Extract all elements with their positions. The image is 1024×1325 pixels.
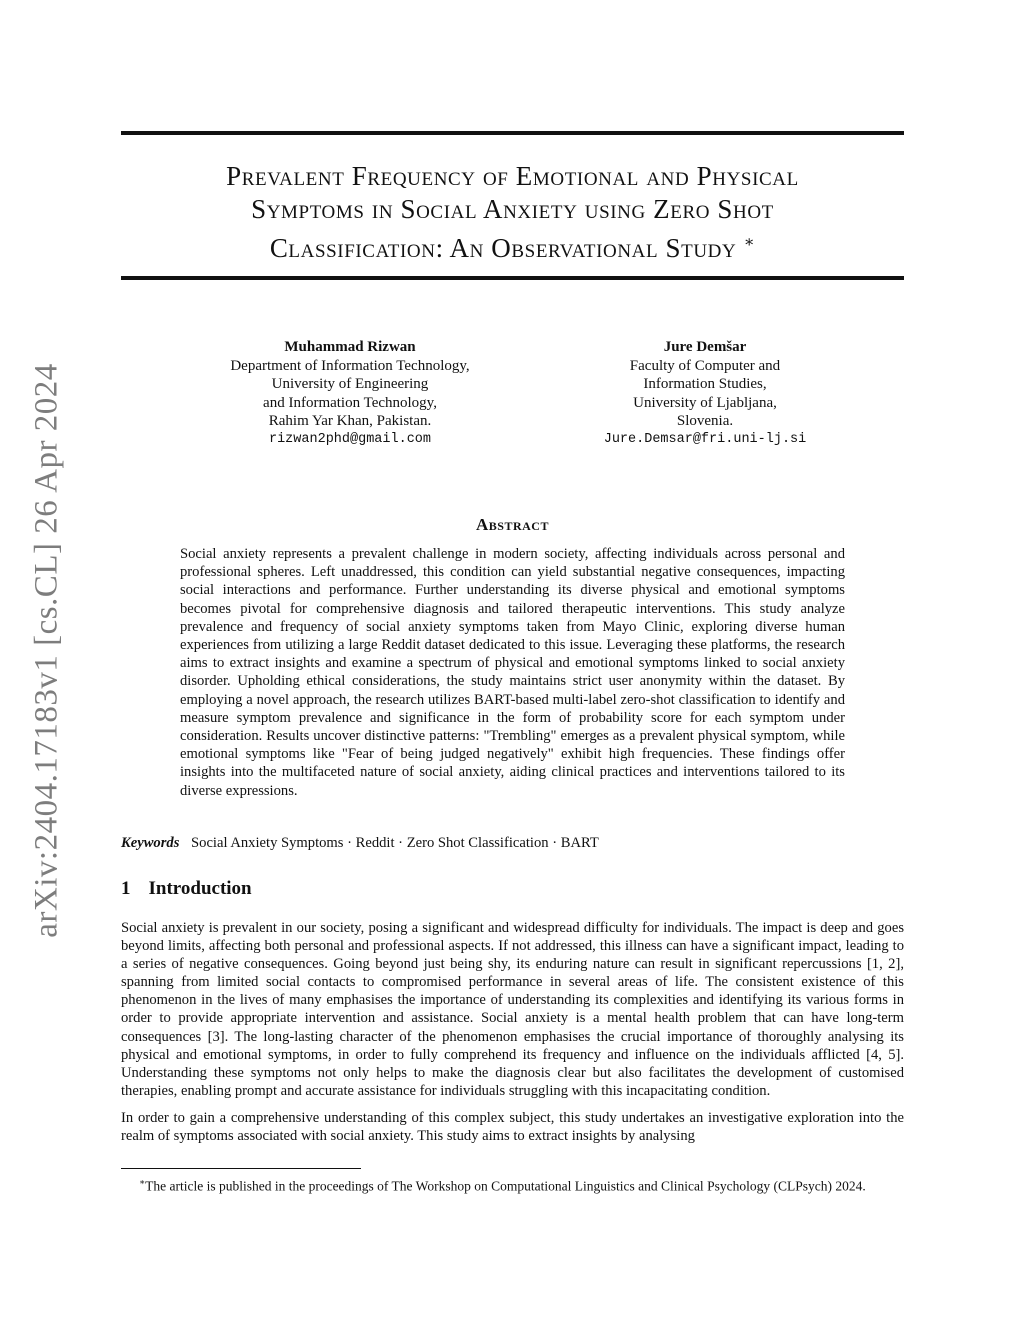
introduction-paragraph-2: In order to gain a comprehensive understanding of this complex subject, this study undertakes an investigative exploration into the realm of symptoms associated with social anxiety. This study aims to extract insights by analysing <box>121 1109 904 1145</box>
title-line-3-text: Classification: An Observational Study <box>269 233 737 263</box>
author-affiliation-line: University of Engineering <box>271 376 429 392</box>
author-block-1 <box>190 338 510 449</box>
title-footnote-mark[interactable]: ∗ <box>743 234 756 251</box>
author-email[interactable]: Jure.Demsar@fri.uni-lj.si <box>603 431 807 447</box>
author-affiliation-line: Department of Information Technology, <box>230 357 470 374</box>
abstract-heading: Abstract <box>476 515 549 534</box>
author-name: Jure Demšar <box>663 339 747 355</box>
title-line-2: Symptoms in Social Anxiety using Zero Shot <box>251 194 774 224</box>
footnote-divider <box>121 1168 361 1169</box>
author-affiliation-line: Information Studies, <box>643 376 767 392</box>
author-email[interactable]: rizwan2phd@gmail.com <box>268 431 432 447</box>
section-number: 1 <box>121 878 131 899</box>
introduction-paragraph-1: Social anxiety is prevalent in our society, posing a significant and widespread difficulty for individuals. The impact is deep and goes beyond limits, affecting both personal and professional aspects. If not addressed, this illness can have a significant impact, leading to a series of negative consequences. Going beyond just being shy, its enduring nature can result in significant repercussions [1, 2], spanning from limited social contacts to compromised performance in several areas of life. The consistent existence of this phenomenon in the lives of many emphasises the importance of understanding its complexities and identifying its various forms in order to provide appropriate intervention and assistance. Social anxiety is a mental health problem that can have long-term consequences [3]. The long-lasting character of the phenomenon emphasises the crucial importance of thoroughly analysing its physical and emotional symptoms, in order to fully comprehend its frequency and influence on the individuals afflicted [4, 5]. Understanding these symptoms not only helps to make the diagnosis clear but also facilitates the development of customised therapies, enabling prompt and accurate assistance for individuals struggling with this incapacitating condition. <box>121 920 904 1099</box>
section-title: Introduction <box>148 878 252 899</box>
introduction-body <box>121 919 904 1154</box>
paper-title <box>121 160 904 265</box>
arxiv-identifier-stamp <box>22 360 72 940</box>
author-affiliation-line: Faculty of Computer and <box>629 357 781 374</box>
author-affiliation-line: and Information Technology, <box>263 394 437 411</box>
section-heading-introduction <box>121 878 252 900</box>
title-top-rule <box>121 131 904 135</box>
arxiv-identifier-text: arXiv:2404.17183v1 [cs.CL] 26 Apr 2024 <box>28 362 65 938</box>
author-affiliation-line: Slovenia. <box>676 413 734 429</box>
keywords-label: Keywords <box>121 835 180 851</box>
footnote <box>121 1174 904 1195</box>
author-name: Muhammad Rizwan <box>284 339 416 355</box>
footnote-mark: ∗ <box>139 1177 146 1187</box>
keywords-line <box>121 835 904 852</box>
keywords-text: Social Anxiety Symptoms · Reddit · Zero Shot Classification · BART <box>191 835 599 851</box>
author-affiliation-line: University of Ljabljana, <box>633 394 777 411</box>
abstract-text: Social anxiety represents a prevalent challenge in modern society, affecting individuals across personal and professional spheres. Left unaddressed, this condition can yield substantial negative consequences, impacting social interactions and performance. Further understanding its diverse physical and emotional symptoms becomes pivotal for comprehensive diagnosis and tailored therapeutic interventions. This study analyze prevalence and frequency of social anxiety symptoms taken from Mayo Clinic, exploring diverse human experiences from utilizing a large Reddit dataset dedicated to this issue. Leveraging these platforms, the research aims to extract insights and examine a spectrum of physical and emotional symptoms linked to social anxiety disorder. Upholding ethical considerations, the study maintains strict user anonymity within the dataset. By employing a novel approach, the research utilizes BART-based multi-label zero-shot classification to identify and measure symptom prevalence and significance in the form of probability score for each symptom under consideration. Results uncover distinctive patterns: "Trembling" emerges as a prevalent physical symptom, while emotional symptoms like "Fear of being judged negatively" exhibit high frequencies. These findings offer insights into the multifaceted nature of social anxiety, aiding clinical practices and interventions tailored to its diverse expressions. <box>180 546 845 799</box>
title-line-3 <box>121 226 904 265</box>
author-affiliation-line: Rahim Yar Khan, Pakistan. <box>268 413 432 429</box>
title-bottom-rule <box>121 276 904 280</box>
title-line-1: Prevalent Frequency of Emotional and Physical <box>226 161 799 191</box>
footnote-text: The article is published in the proceedings of The Workshop on Computational Linguistics and Clinical Psychology (CLPsych) 2024. <box>145 1178 866 1194</box>
author-block-2 <box>560 338 850 449</box>
